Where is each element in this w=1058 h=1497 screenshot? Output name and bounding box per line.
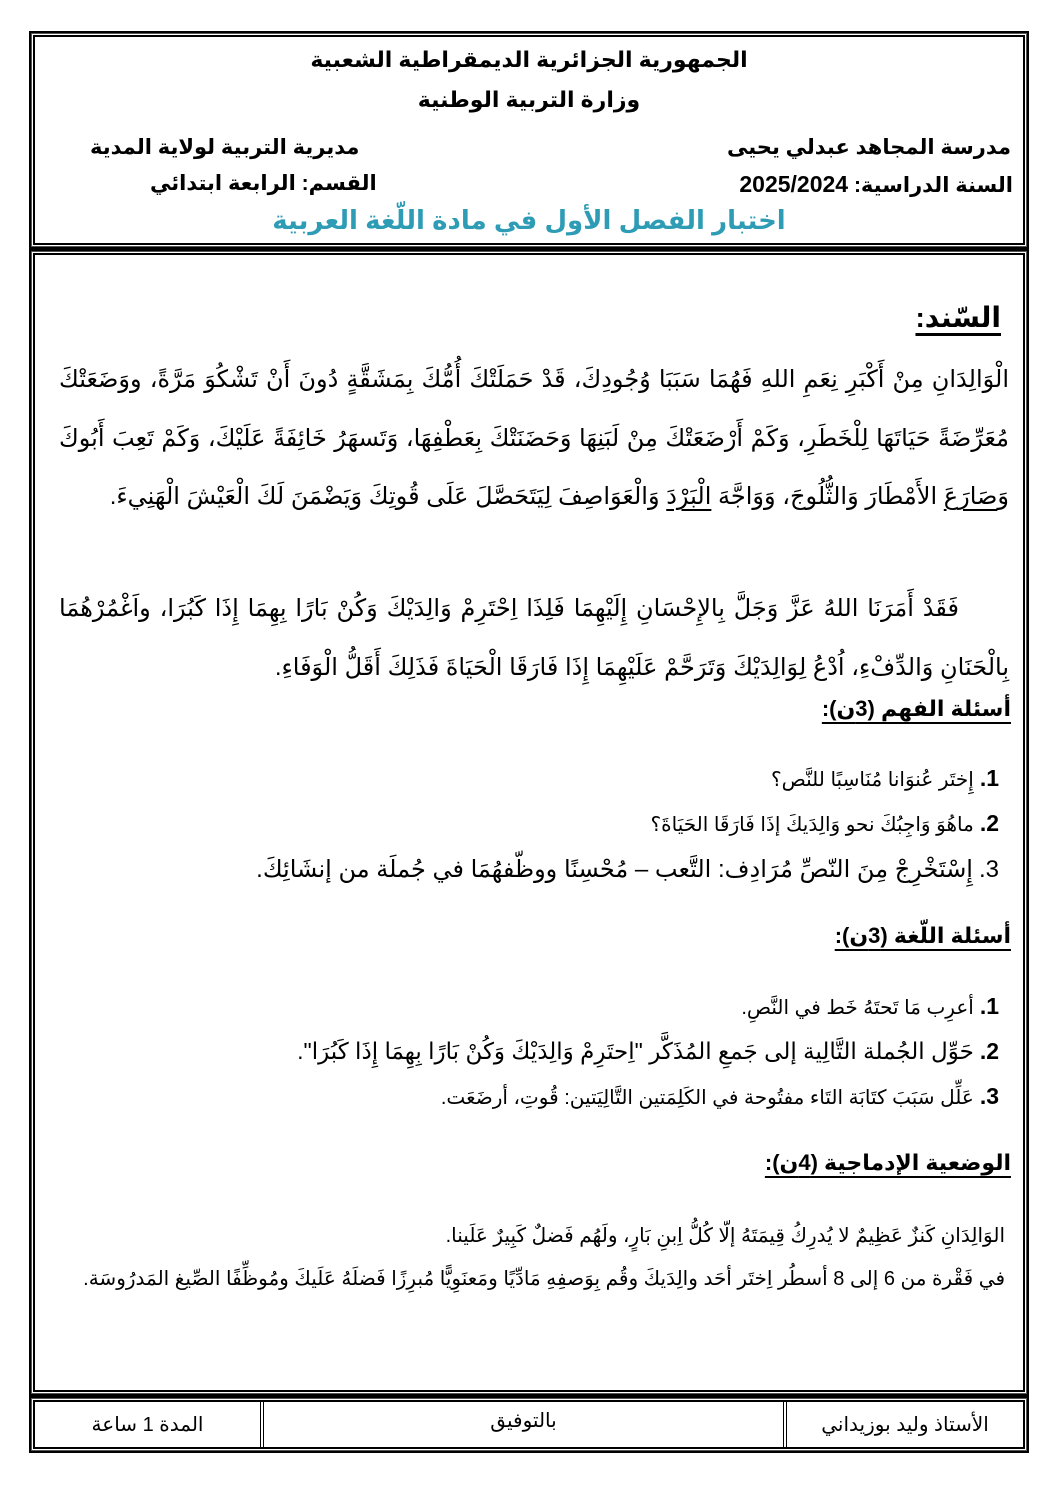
question-text: إِختَر عُنوَانا مُنَاسِبًا للنَّص؟ [771,769,974,791]
exam-title: اختبار الفصل الأول في مادة اللّغة العربية [272,205,786,235]
school-name: مدرسة المجاهد عبدلي يحيى [726,136,1011,159]
school-year [739,171,1013,198]
language-question [55,1038,999,1083]
question-number: 2. [979,1038,999,1064]
question-number: 2. [979,810,999,836]
good-luck-text: بالتوفيق [260,1402,783,1447]
republic-title: الجمهورية الجزائرية الديمقراطية الشعبية [310,47,748,72]
school-year-value: 2025/2024 [739,171,849,197]
question-number: 3. [979,1083,999,1109]
comprehension-question [55,810,999,855]
sanad-text-part-1: الْوَالِدَانِ مِنْ أَكْبَرِ نِعَمِ اللهِ فَهُمَا سَبَبَا وُجُودِكَ، قَدْ حَمَلَتْكَ أُمُّكَ بِمَشَقَّةٍ دُونَ أَنْ تَشْكُوَ مَرَّةً، ووَضَعَتْكَ مُعَرِّضَةً حَيَاتَهَا لِلْخَطَرِ، وَكَمْ أَرْضَعَتْكَ مِنْ لَبَنِهَا وَحَضَنَتْكَ بِعَطْفِهَا، وَتَسهَرُ خَائِفَةً عَلَيْكَ، وَكَمْ تَعِبَ أَبُوكَ وَ [59,366,1009,510]
language-question [55,993,999,1038]
question-number: 1. [979,993,999,1019]
comprehension-question [55,855,999,900]
sanad-text-part-2: الأَمْطَارَ وَالثُّلُوجَ، وَوَاجَّهَ [711,483,944,510]
integration-line-1: الوَالِدَانِ كَنزٌ عَظِيمٌ لا يُدرِكُ قِيمَتَهُ إلّا كُلُّ اِبنِ بَارٍ، ولَهُم فَضلٌ كَبِيرٌ عَلَينا. [445,1225,1005,1247]
question-text: عَلِّل سَبَبَ كتَابَة التَاء مفتُوحة في الكَلِمَتين التَّالِيَتين: قُوتِ، أرضَعَت. [440,1087,974,1109]
footer-box [29,1396,1029,1453]
comprehension-questions [55,765,999,900]
underlined-word-2: الْبَرْدَ [666,483,712,510]
class-value: الرابعة ابتدائي [150,172,296,195]
language-question [55,1083,999,1128]
sanad-paragraph-2: فَقَدْ أَمَرَنَا اللهُ عَزَّ وَجَلَّ بِالإِحْسَانِ إِلَيْهِمَا فَلِذَا اِحْتَرِمْ وَالِدَيْكَ وَكُنْ بَارًا بِهِمَا إِذَا كَبُرَا، واَغْمُرْهُمَا بِالْحَنَانِ وَالدِّفْءِ، اُدْعُ لِوَالِدَيْكَ وَتَرَحَّمْ عَلَيْهِمَا إِذَا فَارَقَا الْحَيَاةَ فَذَلِكَ أَقَلُّ الْوَفَاءِ. [59,595,1009,681]
class-info [150,171,377,196]
underlined-word-1: صَارَعَ [943,483,998,510]
header-box [29,31,1029,249]
ministry-title: وزارة التربية الوطنية [417,87,641,112]
sanad-text-part-3: وَالْعَوَاصِفَ لِيَتَحَصَّلَ عَلَى قُوتِكَ وَيَضْمَنَ لَكَ الْعَيْشَ الْهَنِيءَ. [109,483,667,510]
question-text: ماهُوَ وَاجِبُكَ نحو وَالِدَيكَ إذَا فَارَقَا الحَيَاةَ؟ [650,814,974,836]
question-text: إِسْتَخْرِجْ مِنَ النّصِّ مُرَادِف: التَّعب – مُحْسِنًا ووظّفهُمَا في جُملَة من إنشَائِكَ. [256,856,973,883]
integration-label: الوضعية الإدماجية (4ن): [764,1150,1011,1175]
exam-duration: المدة 1 ساعة [91,1414,204,1436]
integration-line-2: في فَقْرة من 6 إلى 8 أسطُر اِختَر أحَد والِدَيكَ وقُم بِوَصفِهِ مَادِّيًا ومَعنَوِيًّا مُبرِزًا فَضلَهُ عَلَيكَ ومُوظِّفًا الصِّيغ المَدرُوسَة. [83,1268,1005,1290]
question-text: أعرِب مَا تَحتَهُ خَط في النَّصِ. [741,997,974,1019]
sanad-label: السّند: [915,302,1001,333]
integration-text [45,1215,1005,1301]
directorate-name: مديرية التربية لولاية المدية [90,136,360,159]
body-box [29,249,1029,1396]
teacher-name: الأستاذ وليد بوزيداني [783,1402,1023,1447]
question-number: 1. [979,765,999,791]
school-year-label: السنة الدراسية: [853,174,1013,197]
question-number: 3. [978,856,999,883]
language-questions [55,993,999,1128]
comprehension-question [55,765,999,810]
question-text: حَوِّل الجُملة التَّالِية إلى جَمعِ المُذَكَّر "اِحتَرِمْ وَالِدَيْكَ وَكُنْ بَارًا بِهِمَا إِذَا كَبُرَا". [297,1038,974,1064]
class-label: القسم: [301,172,377,195]
language-label: أسئلة اللّغة (3ن): [834,923,1011,948]
sanad-paragraph-1 [59,351,1009,527]
comprehension-label: أسئلة الفهم (3ن): [821,696,1011,721]
